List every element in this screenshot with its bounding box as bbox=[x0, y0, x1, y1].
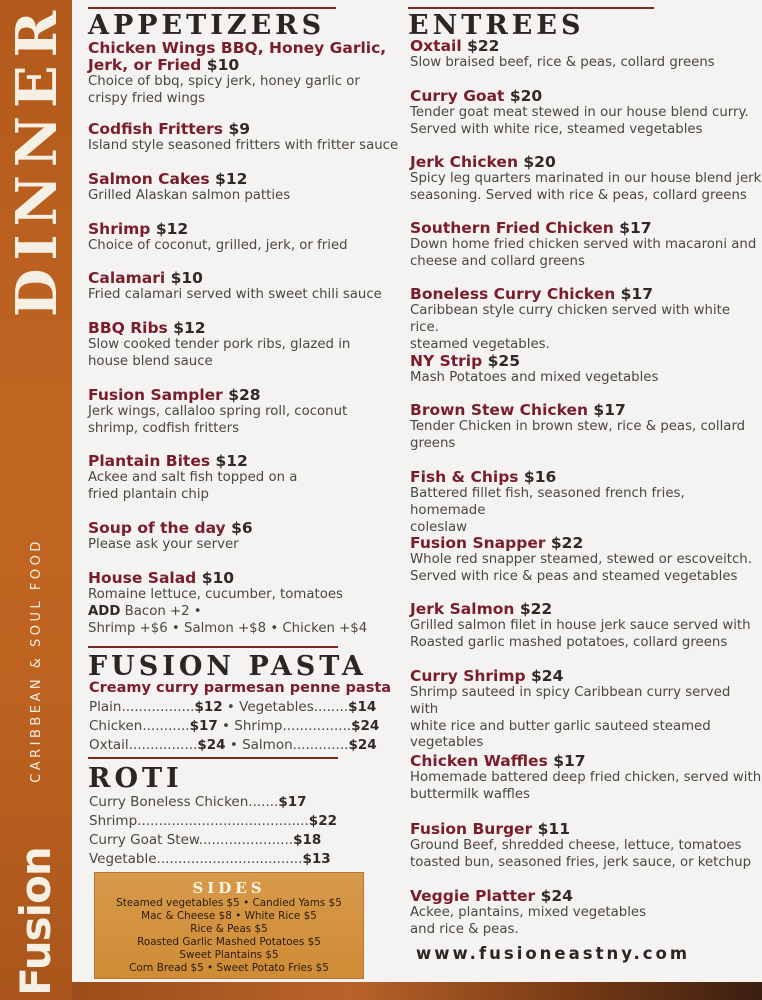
item-name bbox=[410, 38, 762, 55]
item-price: $10 bbox=[206, 56, 240, 74]
menu-item bbox=[88, 40, 408, 108]
item-description: Served with white rice, steamed vegetables bbox=[410, 121, 703, 137]
item-name-text: Chicken Wings BBQ, Honey Garlic, bbox=[88, 39, 387, 57]
item-description: Ackee, plantains, mixed vegetables bbox=[410, 905, 647, 920]
item-price: $22 bbox=[550, 534, 584, 552]
menu-item bbox=[88, 320, 408, 371]
side-item: Sweet Plantains $5 bbox=[179, 949, 279, 961]
menu-item bbox=[410, 821, 762, 872]
item-price: $12 bbox=[215, 452, 248, 470]
menu-item bbox=[410, 353, 762, 387]
sidebar bbox=[0, 0, 72, 1000]
roti-option: Shrimp........................................ bbox=[89, 813, 309, 829]
item-description: Please ask your server bbox=[88, 537, 239, 552]
pasta-option-row: Plain.................$12 • Vegetables........$14 bbox=[89, 699, 377, 715]
pasta-price: $24 bbox=[197, 737, 226, 753]
item-description: and rice & peas. bbox=[410, 921, 519, 937]
item-description: Ackee and salt fish topped on a bbox=[88, 470, 298, 485]
tagline: CARIBBEAN & SOUL FOOD bbox=[28, 537, 44, 783]
item-description: Jerk wings, callaloo spring roll, coconut bbox=[88, 404, 348, 419]
item-name-text: Chicken Waffles bbox=[410, 752, 548, 770]
section-rule bbox=[88, 646, 338, 648]
add-ons: Bacon +2 • bbox=[124, 603, 202, 619]
pasta-price: $17 bbox=[189, 718, 218, 734]
menu-item bbox=[88, 121, 408, 155]
menu-item bbox=[410, 753, 762, 804]
menu-item bbox=[410, 668, 762, 752]
item-description: Slow braised beef, rice & peas, collard greens bbox=[410, 55, 715, 70]
item-description: Choice of coconut, grilled, jerk, or fried bbox=[88, 238, 348, 253]
item-description: Romaine lettuce, cucumber, tomatoes bbox=[88, 587, 343, 602]
item-description: toasted bun, seasoned fries, jerk sauce, or ketchup bbox=[410, 854, 752, 870]
item-name-text: Oxtail bbox=[410, 37, 462, 55]
item-description: Roasted garlic mashed potatoes, collard greens bbox=[410, 634, 728, 650]
item-price: $20 bbox=[523, 153, 556, 171]
pasta-option: Shrimp................ bbox=[234, 718, 352, 734]
item-name bbox=[410, 286, 762, 303]
item-name-text: Fusion Snapper bbox=[410, 534, 546, 552]
item-name-text: Soup of the day bbox=[88, 519, 226, 537]
item-description: Homemade battered deep fried chicken, served with bbox=[410, 770, 762, 785]
pasta-option: Vegetables........ bbox=[239, 699, 349, 715]
menu-item bbox=[410, 469, 762, 536]
menu-item bbox=[410, 286, 762, 353]
side-item: Mac & Cheese $8 • White Rice $5 bbox=[141, 910, 317, 922]
add-label: ADD bbox=[88, 603, 121, 619]
side-item: Rice & Peas $5 bbox=[190, 923, 268, 935]
menu-item bbox=[88, 171, 408, 205]
menu-item bbox=[410, 402, 762, 453]
item-name bbox=[410, 601, 762, 618]
menu-item bbox=[88, 520, 408, 554]
item-description: cheese and collard greens bbox=[410, 253, 585, 269]
item-description: Spicy leg quarters marinated in our house blend jerk bbox=[410, 171, 762, 186]
sides-title: SIDES bbox=[192, 879, 266, 897]
roti-option: Curry Goat Stew...................... bbox=[89, 832, 294, 848]
menu-item bbox=[88, 570, 408, 637]
item-name-text: Fusion Burger bbox=[410, 820, 533, 838]
item-name bbox=[410, 753, 762, 770]
item-description: Island style seasoned fritters with fritter sauce bbox=[88, 138, 399, 153]
item-name bbox=[410, 88, 762, 105]
pasta-price: $12 bbox=[194, 699, 223, 715]
pasta-price: $24 bbox=[351, 718, 380, 734]
menu-item bbox=[88, 453, 408, 504]
item-description: Slow cooked tender pork ribs, glazed in bbox=[88, 337, 351, 352]
pasta-subtitle: Creamy curry parmesan penne pasta bbox=[89, 680, 392, 696]
item-name-text: Codfish Fritters bbox=[88, 120, 224, 138]
item-name-text: Plantain Bites bbox=[88, 452, 211, 470]
item-description: Battered fillet fish, seasoned french fries, homemade bbox=[410, 486, 685, 518]
item-description: Fried calamari served with sweet chili sauce bbox=[88, 287, 382, 302]
website-url[interactable]: www.fusioneastny.com bbox=[416, 944, 691, 963]
item-price: $17 bbox=[553, 752, 586, 770]
item-name-text: Jerk Chicken bbox=[410, 153, 518, 171]
item-name-text: BBQ Ribs bbox=[88, 319, 168, 337]
item-description: seasoning. Served with rice & peas, collard greens bbox=[410, 187, 747, 203]
pasta-option-row: Chicken...........$17 • Shrimp................$24 bbox=[89, 718, 380, 734]
menu-item bbox=[410, 88, 762, 139]
item-description: Shrimp sauteed in spicy Caribbean curry served with bbox=[410, 685, 731, 717]
section-rule bbox=[88, 7, 336, 9]
roti-row bbox=[89, 832, 321, 848]
item-price: $11 bbox=[537, 820, 570, 838]
fusion-logo: Fusion bbox=[10, 846, 60, 996]
pasta-price: $14 bbox=[348, 699, 377, 715]
item-price: $24 bbox=[540, 887, 573, 905]
item-price: $22 bbox=[467, 37, 500, 55]
roti-title: ROTI bbox=[88, 763, 183, 794]
item-name bbox=[88, 387, 408, 404]
item-name bbox=[410, 888, 762, 905]
item-description: white rice and butter garlic sauteed steamed bbox=[410, 718, 711, 734]
item-name-text: Brown Stew Chicken bbox=[410, 401, 589, 419]
item-name bbox=[410, 821, 762, 838]
item-name bbox=[88, 570, 408, 587]
item-name bbox=[410, 668, 762, 685]
item-description: Whole red snapper steamed, stewed or escoveitch. bbox=[410, 552, 752, 567]
item-price: $12 bbox=[155, 220, 189, 238]
menu-item bbox=[88, 270, 408, 304]
item-name bbox=[88, 121, 408, 138]
item-description: Tender goat meat stewed in our house blend curry. bbox=[410, 105, 749, 120]
roti-row bbox=[89, 813, 337, 829]
item-price: $17 bbox=[620, 285, 653, 303]
item-price: $12 bbox=[215, 170, 248, 188]
item-name-text: Fusion Sampler bbox=[88, 386, 223, 404]
item-name-text: Jerk, or Fried bbox=[88, 56, 202, 74]
dinner-heading: DINNER bbox=[4, 2, 71, 318]
menu-item bbox=[410, 601, 762, 652]
item-name bbox=[410, 353, 762, 370]
bottom-color-strip bbox=[72, 982, 762, 1000]
item-description: buttermilk waffles bbox=[410, 786, 530, 802]
pasta-option-row: Oxtail................$24 • Salmon.............$24 bbox=[89, 737, 377, 753]
side-item: Steamed vegetables $5 • Candied Yams $5 bbox=[116, 897, 342, 909]
item-name-text: Fish & Chips bbox=[410, 468, 519, 486]
item-price: $17 bbox=[593, 401, 626, 419]
pasta-price: $24 bbox=[348, 737, 377, 753]
entrees-title: ENTREES bbox=[408, 10, 585, 41]
menu-item bbox=[88, 387, 408, 438]
item-description: Grilled Alaskan salmon patties bbox=[88, 188, 291, 203]
sides-box bbox=[94, 872, 364, 979]
roti-price: $18 bbox=[293, 832, 322, 848]
item-name bbox=[88, 171, 408, 188]
item-name-text: House Salad bbox=[88, 569, 197, 587]
roti-row bbox=[89, 794, 307, 810]
item-price: $17 bbox=[619, 219, 652, 237]
item-name bbox=[88, 320, 408, 337]
add-ons-line bbox=[88, 604, 408, 621]
item-description: Mash Potatoes and mixed vegetables bbox=[410, 370, 659, 385]
menu-item bbox=[410, 535, 762, 586]
item-description: Tender Chicken in brown stew, rice & peas, collard bbox=[410, 419, 746, 434]
item-name-text: NY Strip bbox=[410, 352, 483, 370]
pasta-option: Oxtail................ bbox=[89, 737, 198, 753]
item-name bbox=[410, 402, 762, 419]
item-name-text: Curry Goat bbox=[410, 87, 505, 105]
pasta-option: Chicken........... bbox=[89, 718, 190, 734]
item-name-text: Curry Shrimp bbox=[410, 667, 526, 685]
menu-item bbox=[410, 38, 762, 72]
item-name-text: Jerk Salmon bbox=[410, 600, 515, 618]
item-description: house blend sauce bbox=[88, 353, 213, 369]
item-name bbox=[88, 453, 408, 470]
item-price: $12 bbox=[173, 319, 206, 337]
item-name bbox=[88, 40, 408, 74]
pasta-option: Plain................. bbox=[89, 699, 195, 715]
item-price: $24 bbox=[531, 667, 564, 685]
item-name-text: Veggie Platter bbox=[410, 887, 536, 905]
roti-price: $17 bbox=[278, 794, 307, 810]
item-price: $10 bbox=[201, 569, 235, 587]
item-name bbox=[88, 520, 408, 537]
item-name bbox=[88, 221, 408, 238]
item-name bbox=[410, 220, 762, 237]
item-description: fried plantain chip bbox=[88, 486, 209, 502]
item-name-text: Southern Fried Chicken bbox=[410, 219, 614, 237]
item-price: $6 bbox=[231, 519, 253, 537]
item-name bbox=[410, 535, 762, 552]
item-price: $22 bbox=[519, 600, 553, 618]
item-description: Grilled salmon filet in house jerk sauce served with bbox=[410, 618, 751, 633]
item-description: Caribbean style curry chicken served with white rice. bbox=[410, 303, 731, 335]
pasta-title: FUSION PASTA bbox=[88, 651, 367, 682]
roti-option: Curry Boneless Chicken....... bbox=[89, 794, 279, 810]
item-price: $28 bbox=[228, 386, 261, 404]
menu-item bbox=[88, 221, 408, 255]
item-name-text: Calamari bbox=[88, 269, 166, 287]
side-item: Roasted Garlic Mashed Potatoes $5 bbox=[137, 936, 321, 948]
item-price: $9 bbox=[228, 120, 251, 138]
item-name-text: Shrimp bbox=[88, 220, 151, 238]
item-description: greens bbox=[410, 435, 456, 451]
menu-item bbox=[410, 154, 762, 205]
item-description: Served with rice & peas and steamed vegetables bbox=[410, 568, 738, 584]
item-description: Down home fried chicken served with macaroni and bbox=[410, 237, 757, 252]
item-description: Choice of bbq, spicy jerk, honey garlic or bbox=[88, 74, 360, 89]
section-rule bbox=[88, 757, 338, 759]
item-name-text: Boneless Curry Chicken bbox=[410, 285, 616, 303]
item-name bbox=[410, 469, 762, 486]
section-rule bbox=[408, 7, 654, 9]
item-description: steamed vegetables. bbox=[410, 336, 550, 352]
item-name bbox=[88, 270, 408, 287]
roti-row bbox=[89, 851, 331, 867]
roti-price: $13 bbox=[302, 851, 331, 867]
pasta-option: Salmon............. bbox=[242, 737, 349, 753]
item-name bbox=[410, 154, 762, 171]
menu-item bbox=[410, 220, 762, 271]
side-item: Corn Bread $5 • Sweet Potato Fries $5 bbox=[129, 962, 329, 974]
roti-price: $22 bbox=[308, 813, 337, 829]
item-price: $20 bbox=[509, 87, 543, 105]
item-description: crispy fried wings bbox=[88, 90, 205, 106]
item-price: $16 bbox=[523, 468, 557, 486]
roti-option: Vegetable.................................. bbox=[89, 851, 303, 867]
item-price: $25 bbox=[487, 352, 520, 370]
add-ons-line: Shrimp +$6 • Salmon +$8 • Chicken +$4 bbox=[88, 620, 368, 636]
item-description: coleslaw bbox=[410, 519, 467, 535]
item-description: vegetables bbox=[410, 735, 484, 751]
item-description: shrimp, codfish fritters bbox=[88, 420, 240, 436]
item-name-text: Salmon Cakes bbox=[88, 170, 210, 188]
item-description: Ground Beef, shredded cheese, lettuce, tomatoes bbox=[410, 838, 742, 853]
appetizers-title: APPETIZERS bbox=[88, 10, 326, 41]
menu-item bbox=[410, 888, 762, 939]
item-price: $10 bbox=[170, 269, 203, 287]
